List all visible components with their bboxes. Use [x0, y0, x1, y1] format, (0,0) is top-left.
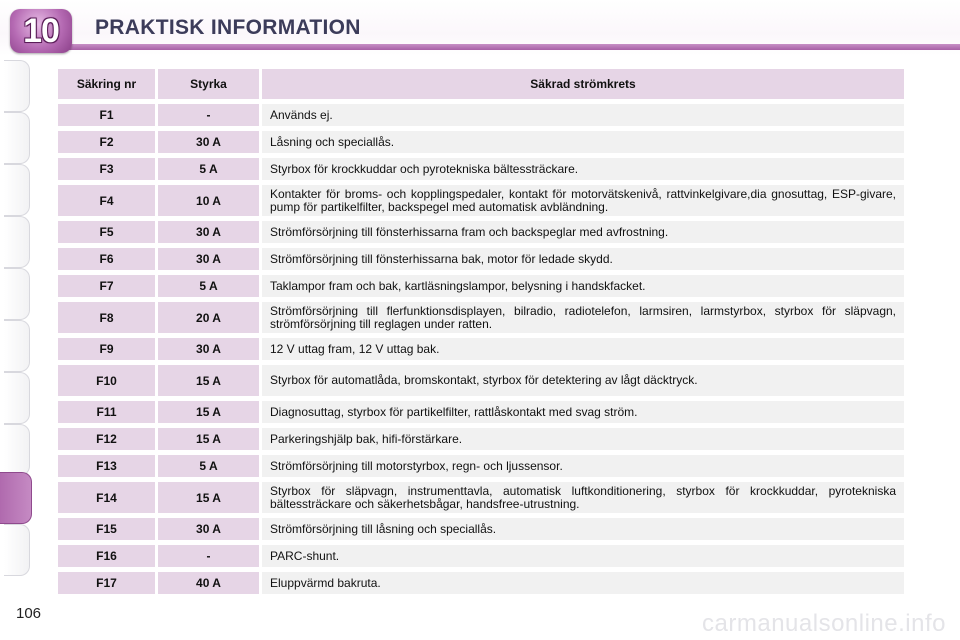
table-row [58, 428, 904, 450]
fuse-number: F14 [58, 482, 158, 513]
fuse-rating: 30 A [158, 338, 262, 360]
circuit-description: Parkeringshjälp bak, hifi-förstärkare. [262, 428, 904, 450]
watermark: carmanualsonline.info [702, 610, 946, 637]
fuse-number: F8 [58, 302, 158, 333]
table-row [58, 131, 904, 153]
fuse-rating: 15 A [158, 482, 262, 513]
circuit-description: Strömförsörjning till låsning och speciallås. [262, 518, 904, 540]
fuse-rating: - [158, 545, 262, 567]
table-row [58, 104, 904, 126]
circuit-description: Taklampor fram och bak, kartläsningslampor, belysning i handskfacket. [262, 275, 904, 297]
table-row [58, 572, 904, 594]
circuit-description: Styrbox för krockkuddar och pyrotekniska bältessträckare. [262, 158, 904, 180]
table-row [58, 221, 904, 243]
circuit-description: PARC-shunt. [262, 545, 904, 567]
circuit-description: Låsning och speciallås. [262, 131, 904, 153]
table-row [58, 158, 904, 180]
chapter-tab[interactable] [4, 112, 30, 164]
circuit-description: Kontakter för broms- och kopplingspedaler, kontakt för motorvätskenivå, rattvinkelgivare,dia gnosuttag, ESP-givare, pump för partikelfilter, backspegel med automatisk avbländning. [262, 185, 904, 216]
fuse-number: F13 [58, 455, 158, 477]
table-row [58, 482, 904, 513]
chapter-tab[interactable] [4, 424, 30, 476]
fuse-rating: 30 A [158, 131, 262, 153]
chapter-tab[interactable] [4, 268, 30, 320]
column-header-rating: Styrka [158, 69, 262, 99]
table-row [58, 302, 904, 333]
table-row [58, 248, 904, 270]
table-row [58, 365, 904, 396]
table-row [58, 338, 904, 360]
fuse-rating: 15 A [158, 365, 262, 396]
fuse-number: F9 [58, 338, 158, 360]
circuit-description: Strömförsörjning till flerfunktionsdisplayen, bilradio, radiotelefon, larmsiren, larmstyrbox, styrbox för släpvagn, strömförsörjning till reglagen under ratten. [262, 302, 904, 333]
fuse-number: F11 [58, 401, 158, 423]
circuit-description: Styrbox för automatlåda, bromskontakt, styrbox för detektering av lågt däcktryck. [262, 365, 904, 396]
table-row [58, 185, 904, 216]
fuse-rating: 40 A [158, 572, 262, 594]
table-row [58, 401, 904, 423]
circuit-description: Strömförsörjning till fönsterhissarna bak, motor för ledade skydd. [262, 248, 904, 270]
fuse-rating: 30 A [158, 221, 262, 243]
page-number: 106 [16, 605, 42, 622]
fuse-rating: 30 A [158, 248, 262, 270]
circuit-description: Strömförsörjning till motorstyrbox, regn- och ljussensor. [262, 455, 904, 477]
fuse-rating: - [158, 104, 262, 126]
fuse-rating: 5 A [158, 455, 262, 477]
fuse-number: F1 [58, 104, 158, 126]
fuse-number: F6 [58, 248, 158, 270]
fuse-number: F15 [58, 518, 158, 540]
circuit-description: Diagnosuttag, styrbox för partikelfilter, rattlåskontakt med svag ström. [262, 401, 904, 423]
column-header-fuse-number: Säkring nr [58, 69, 158, 99]
circuit-description: Strömförsörjning till fönsterhissarna fram och backspeglar med avfrostning. [262, 221, 904, 243]
fuse-number: F17 [58, 572, 158, 594]
chapter-tab[interactable] [4, 216, 30, 268]
fuse-number: F5 [58, 221, 158, 243]
circuit-description: 12 V uttag fram, 12 V uttag bak. [262, 338, 904, 360]
chapter-tab[interactable] [4, 60, 30, 112]
fuse-number: F7 [58, 275, 158, 297]
chapter-number: 10 [23, 11, 59, 50]
circuit-description: Används ej. [262, 104, 904, 126]
circuit-description: Styrbox för släpvagn, instrumenttavla, automatisk luftkonditionering, styrbox för krockkuddar, pyrotekniska bältessträckare och säkerhetsbågar, handsfree-utrustning. [262, 482, 904, 513]
fuse-number: F3 [58, 158, 158, 180]
chapter-tab[interactable] [4, 320, 30, 372]
table-row [58, 275, 904, 297]
fuse-table [58, 64, 904, 599]
chapter-tab[interactable] [4, 524, 30, 576]
column-header-protected-circuit: Säkrad strömkrets [262, 69, 904, 99]
fuse-rating: 10 A [158, 185, 262, 216]
table-row [58, 545, 904, 567]
fuse-rating: 5 A [158, 275, 262, 297]
chapter-side-tabs [0, 60, 34, 580]
header-accent-line [60, 44, 960, 50]
section-title: PRAKTISK INFORMATION [95, 16, 361, 39]
fuse-rating: 30 A [158, 518, 262, 540]
fuse-number: F4 [58, 185, 158, 216]
circuit-description: Eluppvärmd bakruta. [262, 572, 904, 594]
chapter-tab[interactable] [4, 164, 30, 216]
fuse-rating: 15 A [158, 401, 262, 423]
fuse-number: F2 [58, 131, 158, 153]
table-row [58, 455, 904, 477]
chapter-tab-active[interactable] [0, 472, 32, 524]
fuse-rating: 5 A [158, 158, 262, 180]
fuse-rating: 15 A [158, 428, 262, 450]
table-header-row [58, 69, 904, 99]
chapter-tab[interactable] [4, 372, 30, 424]
table-row [58, 518, 904, 540]
fuse-number: F10 [58, 365, 158, 396]
fuse-number: F12 [58, 428, 158, 450]
chapter-badge [10, 9, 72, 53]
fuse-number: F16 [58, 545, 158, 567]
fuse-rating: 20 A [158, 302, 262, 333]
